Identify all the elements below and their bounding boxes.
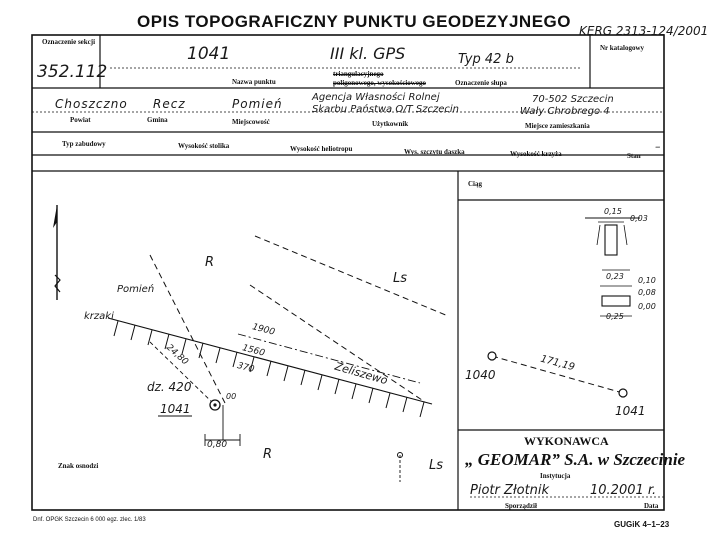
stake-marker-icon bbox=[398, 453, 403, 483]
footer-left: Dnf. OPGK Szczecin 6 000 egz. zlec. 1/83 bbox=[33, 517, 146, 523]
network-label-1: triangulacyjnego bbox=[333, 70, 384, 78]
network-label-2: poligonowego, wysokościowego bbox=[333, 79, 426, 87]
heliotrope-height-label: Wysokość heliotropu bbox=[290, 145, 353, 153]
sketch-dist-1560: 1560 bbox=[241, 343, 266, 359]
ciag-label: Ciąg bbox=[468, 180, 482, 188]
section-label: Oznaczenie sekcji bbox=[42, 38, 96, 46]
surveyor-name: Piotr Złotnik bbox=[470, 483, 550, 498]
sketch-label-pomien: Pomień bbox=[117, 284, 155, 295]
dim-003: 0,03 bbox=[630, 214, 648, 223]
sketch-label-r-bottom: R bbox=[263, 447, 273, 462]
point-number: 1041 bbox=[187, 44, 231, 64]
owner-line-2: Skarbu Państwa O/T Szczecin bbox=[312, 104, 459, 115]
dim-025: 0,25 bbox=[606, 312, 624, 321]
sketch-dist-00: 00 bbox=[226, 392, 237, 401]
sketch-label-ls-top: Ls bbox=[393, 271, 408, 286]
point-name-label: Nazwa punktu bbox=[232, 78, 276, 86]
sketch-dist-370: 370 bbox=[235, 360, 256, 376]
district-label: Powiat bbox=[70, 116, 91, 124]
commune-label: Gmina bbox=[147, 116, 168, 124]
place-label: Miejscowość bbox=[232, 118, 270, 126]
build-type-label: Typ zabudowy bbox=[62, 140, 106, 148]
address-line-2: Wały Chrobrego 4 bbox=[520, 106, 610, 117]
stool-height-label: Wysokość stolika bbox=[178, 142, 230, 150]
sketch-label-krzaki: krzaki bbox=[84, 311, 114, 322]
cross-height-label: Wysokość krzyża bbox=[510, 150, 562, 158]
geodetic-point-icon bbox=[210, 400, 220, 410]
owner-line-1: Agencja Własności Rolnej bbox=[312, 92, 440, 103]
dim-010: 0,10 bbox=[638, 276, 656, 285]
footer-right: GUGiK 4–1–23 bbox=[614, 520, 670, 529]
forest-boundary-top bbox=[255, 236, 448, 316]
dim-023: 0,23 bbox=[606, 272, 624, 281]
state-value: – bbox=[655, 140, 661, 153]
type-value: Typ 42 b bbox=[458, 52, 514, 67]
north-arrow-icon bbox=[53, 205, 60, 300]
catalog-label: Nr katalogowy bbox=[600, 44, 645, 52]
institution-label: Instytucja bbox=[540, 472, 571, 480]
sketch-dist-1900: 1900 bbox=[251, 322, 276, 338]
place-value: Pomień bbox=[232, 97, 283, 111]
class-value: III kl. GPS bbox=[330, 44, 406, 63]
traverse-distance: 171,19 bbox=[539, 353, 576, 374]
page-title: OPIS TOPOGRAFICZNY PUNKTU GEODEZYJNEGO bbox=[137, 12, 571, 31]
legend-label: Znak osnodzi bbox=[58, 462, 99, 470]
dim-000: 0,00 bbox=[638, 302, 656, 311]
sketch-label-zeliszewo: Żeliszewo bbox=[333, 359, 390, 388]
state-label: Stan bbox=[627, 152, 641, 160]
dim-015: 0,15 bbox=[604, 207, 622, 216]
surveyor-label: Sporządził bbox=[505, 502, 537, 510]
commune-value: Recz bbox=[153, 97, 186, 111]
traverse-right-point: 1041 bbox=[615, 404, 646, 418]
date-label: Data bbox=[644, 502, 659, 510]
address-line-1: 70-502 Szczecin bbox=[532, 94, 614, 105]
section-value: 352.112 bbox=[37, 62, 108, 82]
dim-008: 0,08 bbox=[638, 288, 656, 297]
district-value: Choszczno bbox=[55, 97, 128, 111]
sketch-label-point: 1041 bbox=[160, 402, 191, 416]
sketch-label-ls-bottom: Ls bbox=[429, 458, 444, 473]
sketch-label-r-top: R bbox=[205, 255, 215, 270]
contractor-heading: WYKONAWCA bbox=[524, 434, 609, 448]
pillar-cross-section bbox=[585, 218, 640, 316]
contractor-name: „ GEOMAR” S.A. w Szczecinie bbox=[465, 450, 686, 469]
roof-height-label: Wys. szczytu daszka bbox=[404, 148, 465, 156]
reference-number: KERG 2313-124/2001 bbox=[579, 24, 709, 38]
sketch-label-parcel: dz. 420 bbox=[147, 380, 192, 394]
pillar-label: Oznaczenie słupa bbox=[455, 79, 507, 87]
survey-date: 10.2001 r. bbox=[590, 483, 657, 498]
sketch-dist-2480: 24,80 bbox=[163, 342, 190, 368]
address-label: Miejsce zamieszkania bbox=[525, 122, 590, 130]
traverse-left-point: 1040 bbox=[465, 368, 496, 382]
owner-label: Użytkownik bbox=[372, 120, 409, 128]
sketch-dist-080: 0,80 bbox=[207, 440, 228, 450]
